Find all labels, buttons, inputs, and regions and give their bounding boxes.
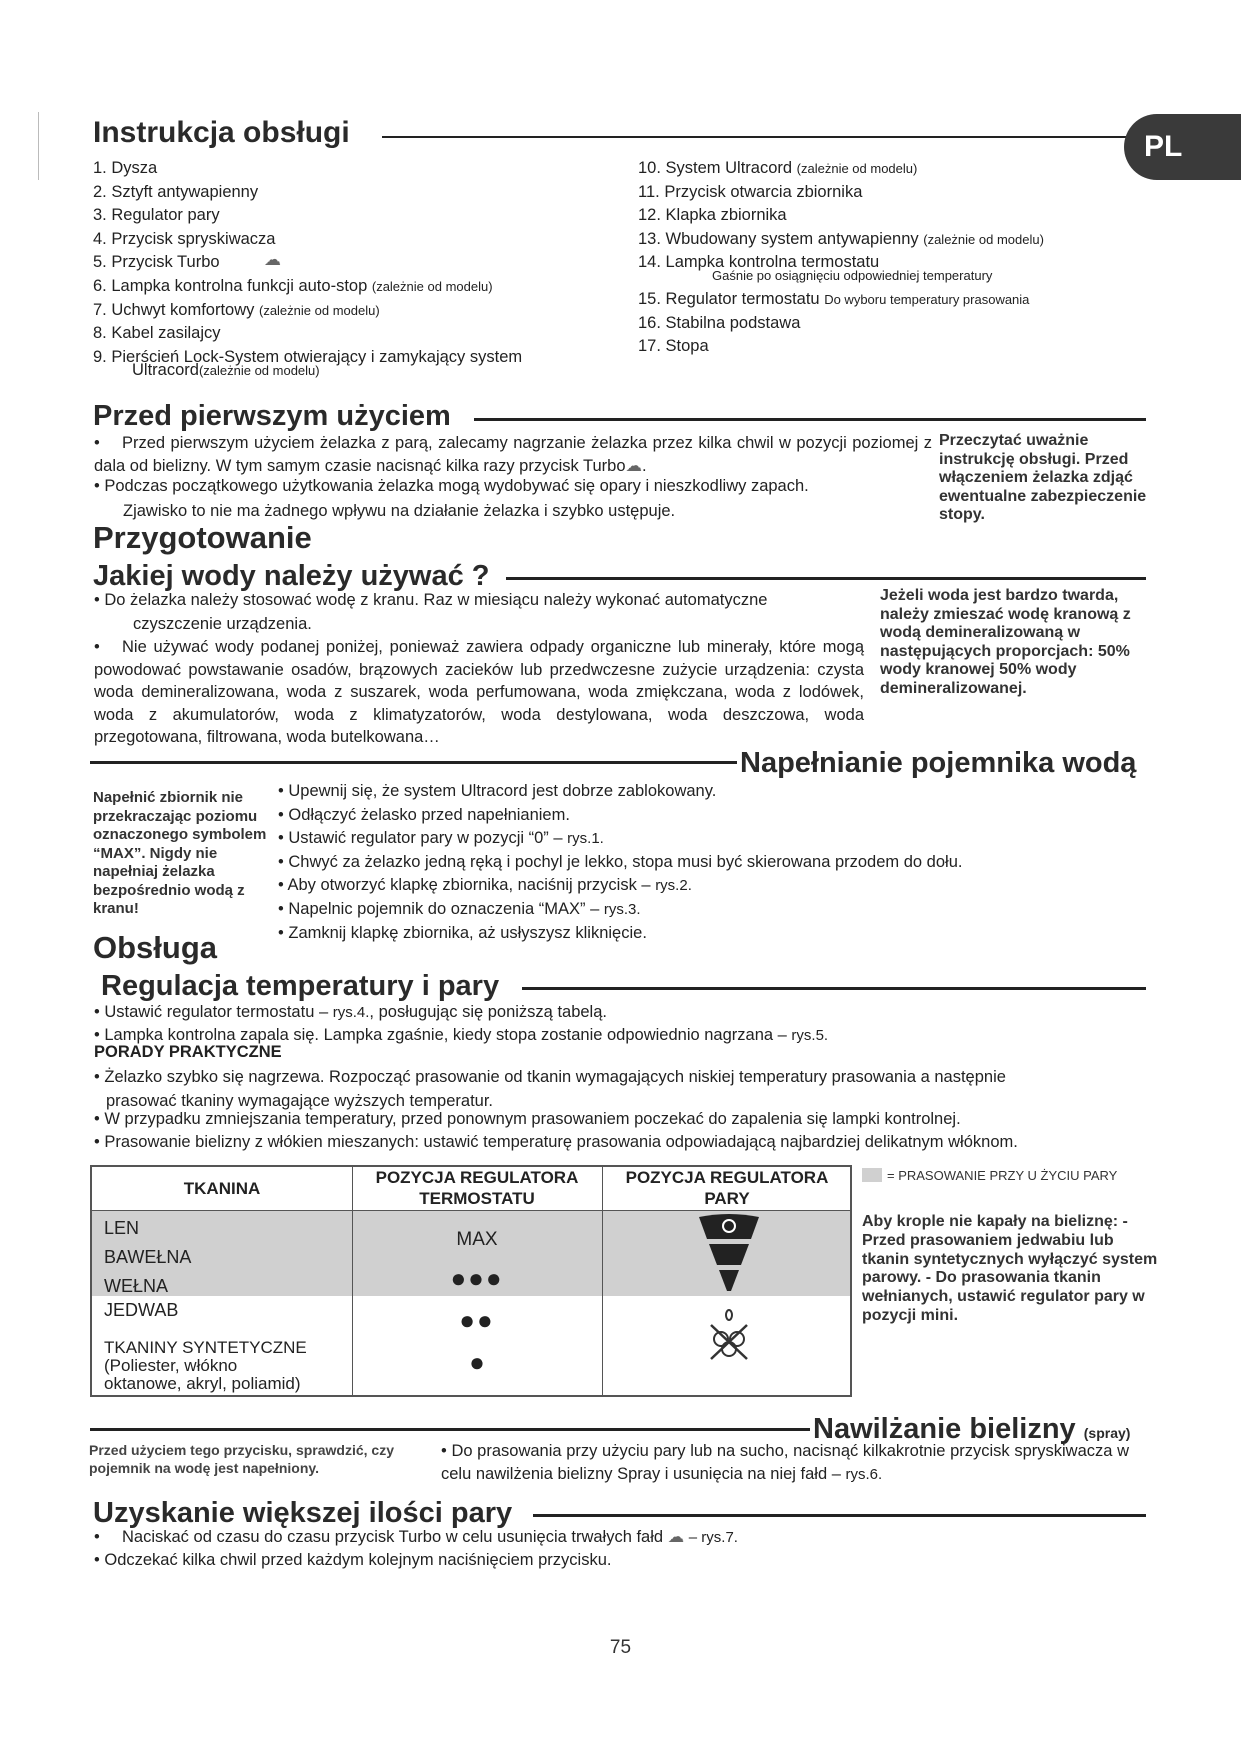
part-item [638, 335, 1198, 359]
part-label: Wbudowany system antywapienny [665, 229, 919, 248]
fill-step-text: Aby otworzyć klapkę zbiornika, naciśnij przycisk – [287, 876, 651, 895]
turbo-icon: ☁ [667, 1528, 685, 1546]
settings-table [90, 1165, 852, 1397]
part-9-continuation: Ultracord(zależnie od modelu) [132, 361, 320, 379]
water-bullet-2: • Nie używać wody podanej poniżej, ponieważ zawiera odpady organiczne lub minerały, które mogą powodować powstawanie osadów, brązowych zacieków lub przedwczesne zużycie urządzenia: czysta woda demineralizowana, woda z suszarek, woda perfumowana, woda zmiękczana, woda z lodówek, woda z akumulatorów, woda z klimatyzatorów, woda destylowana, woda deszczowa, woda przegotowana, filtrowana, woda butelkowana… [94, 638, 864, 747]
use-title: Obsługa [93, 930, 218, 965]
spray-sidenote: Przed użyciem tego przycisku, sprawdzić, czy pojemnik na wodę jest napełniony. [89, 1442, 394, 1476]
part-number: 14. [638, 253, 661, 272]
fill-step-text: Zamknij klapkę zbiornika, aż usłyszysz kliknięcie. [288, 923, 647, 942]
fill-step: • Aby otworzyć klapkę zbiornika, naciśnij przycisk – rys.2. [278, 876, 692, 895]
fill-rule [90, 761, 737, 764]
part-item [638, 312, 1198, 336]
steam-rule [533, 1514, 1146, 1517]
first-use-bullet-2-cont: Zjawisko to nie ma żadnego wpływu na działanie żelazka i szybko ustępuje. [123, 502, 676, 520]
part-number: 7. [93, 300, 107, 319]
table-sidenote: Aby krople nie kapały na bieliznę: - Przed prasowaniem jedwabiu lub tkanin syntetycznych wyłączyć system parowy. - Do prasowania tkanin wełnianych, ustawić regulator pary w pozycji mini. [862, 1213, 1158, 1324]
parts-list-right [638, 157, 1198, 359]
fill-step: • Upewnij się, że system Ultracord jest dobrze zablokowany. [278, 782, 717, 800]
steam-bullet-1: • Naciskać od czasu do czasu przycisk Turbo w celu usunięcia trwałych fałd ☁ – rys.7. [94, 1528, 738, 1546]
spray-bullet: • Do prasowania przy użyciu pary lub na sucho, nacisnąć kilkakrotnie przycisk spryskiwacza w celu nawilżenia bielizny Spray i usunięcia na niej fałd – rys.6. [441, 1442, 1129, 1483]
first-use-sidenote: Przeczytać uważnie instrukcję obsługi. Przed włączeniem żelazka zdjąć ewentualne zabezpieczenie stopy. [939, 432, 1147, 523]
row-silk: JEDWAB [104, 1300, 179, 1320]
part-label: Dysza [111, 159, 158, 177]
fill-step: • Odłączyć żelasko przed napełnianiem. [278, 805, 570, 824]
part-number: 17. [638, 337, 661, 356]
margin-mark [38, 112, 39, 180]
part-label: Lampka kontrolna funkcji auto-stop [111, 276, 368, 295]
part-number: 13. [638, 229, 661, 248]
water-sidenote: Jeżeli woda jest bardzo twarda, należy zmieszać wodę kranową z wodą demineralizowaną w następujących proporcjach: 50% wody kranowej 50% wody demineralizowanej. [880, 587, 1131, 697]
page-title: Instrukcja obsługi [93, 116, 350, 149]
part-14-note: Gaśnie po osiągnięciu odpowiedniej temperatury [712, 268, 993, 283]
part-number: 5. [93, 253, 107, 272]
part-note: (zależnie od modelu) [923, 231, 1044, 247]
first-use-title: Przed pierwszym użyciem [93, 400, 451, 432]
fill-step: • Chwyć za żelazko jedną ręką i pochyl je lekko, stopa musi być skierowana przodem do dołu. [278, 852, 963, 871]
water-rule [506, 577, 1146, 580]
part-number: 2. [93, 182, 107, 201]
part-item [93, 299, 613, 323]
turbo-icon: ☁ [264, 250, 281, 269]
temp-subtitle: Regulacja temperatury i pary [101, 970, 500, 1002]
part-number: 4. [93, 229, 107, 248]
fill-step: • Ustawić regulator pary w pozycji “0” – rys.1. [278, 829, 604, 848]
part-label: Klapka zbiornika [665, 206, 787, 225]
legend-text: = PRASOWANIE PRZY U ŻYCIU PARY [887, 1168, 1118, 1183]
part-item [93, 181, 613, 205]
part-label: Pierścień Lock-System otwierający i zamykający system [111, 347, 523, 366]
part-label: Lampka kontrolna termostatu [665, 253, 880, 272]
water-subtitle: Jakiej wody należy używać ? [93, 560, 490, 592]
part-label: System Ultracord [665, 159, 793, 177]
fill-step-ref: rys.3. [603, 900, 641, 918]
fill-step-text: Ustawić regulator pary w pozycji “0” – [288, 829, 563, 848]
part-number: 8. [93, 324, 107, 343]
first-use-rule [474, 418, 1146, 421]
tip-3: • Prasowanie bielizny z włókien mieszanych: ustawić temperaturę prasowania odpowiadającą najbardziej delikatnym włóknom. [94, 1133, 1018, 1151]
first-use-bullet-1: • Przed pierwszym użyciem żelazka z parą, zalecamy nagrzanie żelazka przez kilka chwil w pozycji poziomej z dala od bielizny. W tym samym czasie nacisnąć kilka razy przycisk Turbo☁. [94, 434, 932, 475]
title-rule [382, 136, 1162, 138]
part-item [93, 228, 613, 252]
col-thermostat: POZYCJA REGULATORA TERMOSTATU [375, 1168, 579, 1208]
thermo-1dot: ● [469, 1347, 485, 1377]
part-number: 9. [93, 347, 107, 366]
steam-off-icon [707, 1309, 751, 1363]
col-fabric: TKANINA [183, 1179, 261, 1198]
part-number: 1. [93, 159, 107, 177]
fill-title: Napełnianie pojemnika wodą [740, 747, 1137, 779]
temp-rule [522, 987, 1146, 990]
temp-bullet-2: • Lampka kontrolna zapala się. Lampka zgaśnie, kiedy stopa zostanie odpowiednio nagrzana – rys.5. [94, 1026, 829, 1044]
part-label: Przycisk spryskiwacza [111, 229, 276, 248]
water-bullet-1: • Do żelazka należy stosować wodę z kranu. Raz w miesiącu należy wykonać automatyczne [94, 591, 768, 609]
part-item [638, 181, 1198, 205]
prep-title: Przygotowanie [93, 520, 312, 555]
first-use-bullet-2: • Podczas początkowego użytkowania żelazka mogą wydobywać się opary i nieszkodliwy zapach. [94, 477, 809, 495]
part-label: Uchwyt komfortowy [111, 300, 255, 319]
part-number: 16. [638, 313, 661, 332]
row-wool: WEŁNA [104, 1276, 169, 1296]
part-item [93, 204, 613, 228]
spray-title: Nawilżanie bielizny (spray) [813, 1413, 1131, 1445]
fill-step-text: Napelnic pojemnik do oznaczenia “MAX” – [288, 899, 600, 918]
tip-1: • Żelazko szybko się nagrzewa. Rozpocząć prasowanie od tkanin wymagających niskiej temperatury prasowania a następnie [94, 1068, 1006, 1086]
part-label: Stopa [665, 337, 709, 356]
part-item [93, 275, 613, 299]
fill-step-text: Upewnij się, że system Ultracord jest dobrze zablokowany. [288, 782, 717, 800]
part-label: Sztyft antywapienny [111, 182, 259, 201]
tip-1-cont: prasować tkaniny wymagające wyższych temperatur. [106, 1092, 493, 1110]
row-cotton: BAWEŁNA [104, 1247, 192, 1267]
parts-list-left [93, 157, 613, 369]
part-number: 15. [638, 289, 661, 308]
language-tab[interactable]: PL [1124, 114, 1241, 180]
part-number: 11. [638, 182, 660, 201]
part-number: 6. [93, 276, 107, 295]
fill-step: • Zamknij klapkę zbiornika, aż usłyszysz kliknięcie. [278, 923, 647, 942]
part-label: Regulator pary [111, 206, 220, 225]
part-item [638, 157, 1198, 181]
turbo-icon: ☁ [625, 456, 643, 475]
part-item [638, 204, 1198, 228]
temp-bullet-1: • Ustawić regulator termostatu – rys.4., posługując się poniższą tabelą. [94, 1003, 607, 1021]
thermo-2dots: ●● [459, 1305, 495, 1335]
fill-step-text: Odłączyć żelasko przed napełnianiem. [288, 805, 570, 824]
part-item [93, 157, 613, 181]
part-label: Stabilna podstawa [665, 313, 801, 332]
steam-title: Uzyskanie większej ilości pary [93, 1497, 513, 1529]
part-number: 3. [93, 206, 107, 225]
part-item [93, 322, 613, 346]
col-steam: POZYCJA REGULATORA PARY [625, 1168, 829, 1208]
steam-level-icon [697, 1213, 761, 1297]
fill-step-text: Chwyć za żelazko jedną ręką i pochyl je lekko, stopa musi być skierowana przodem do dołu. [288, 852, 963, 871]
part-note: Do wyboru temperatury prasowania [824, 291, 1030, 307]
fill-sidenote: Napełnić zbiornik nie przekraczając poziomu oznaczonego symbolem “MAX”. Nigdy nie napełniaj żelazka bezpośrednio wodą z kranu! [93, 789, 267, 917]
part-label: Przycisk otwarcia zbiornika [664, 182, 863, 201]
part-label: Kabel zasilajcy [111, 324, 221, 343]
fill-step-ref: rys.1. [567, 830, 604, 848]
legend-swatch [862, 1168, 882, 1182]
part-item [93, 251, 613, 275]
part-label: Regulator termostatu [665, 289, 820, 308]
part-note: (zależnie od modelu) [796, 161, 918, 176]
part-item [638, 288, 1198, 312]
water-bullet-1-cont: czyszczenie urządzenia. [133, 615, 312, 633]
part-number: 10. [638, 159, 661, 177]
row-synthetic: TKANINY SYNTETYCZNE (Poliester, włókno oktanowe, akryl, poliamid) [104, 1338, 307, 1393]
part-item [638, 228, 1198, 252]
thermo-3dots: ●●● [450, 1263, 504, 1293]
part-note: (zależnie od modelu) [258, 302, 380, 318]
thermo-max: MAX [456, 1229, 498, 1250]
fill-steps [278, 780, 1178, 945]
fill-step-ref: rys.2. [655, 877, 692, 895]
part-number: 12. [638, 206, 661, 225]
fill-step: • Napelnic pojemnik do oznaczenia “MAX” – rys.3. [278, 899, 641, 918]
spray-rule [90, 1428, 810, 1431]
row-len: LEN [104, 1218, 140, 1238]
part-note: (zależnie od modelu) [371, 278, 493, 294]
page-number: 75 [609, 1637, 632, 1658]
steam-bullet-2: • Odczekać kilka chwil przed każdym kolejnym naciśnięciem przycisku. [94, 1551, 612, 1569]
tips-title: PORADY PRAKTYCZNE [94, 1043, 282, 1061]
part-label: Przycisk Turbo [111, 253, 220, 272]
tip-2: • W przypadku zmniejszania temperatury, przed ponownym prasowaniem poczekać do zapalenia się lampki kontrolnej. [94, 1110, 961, 1128]
